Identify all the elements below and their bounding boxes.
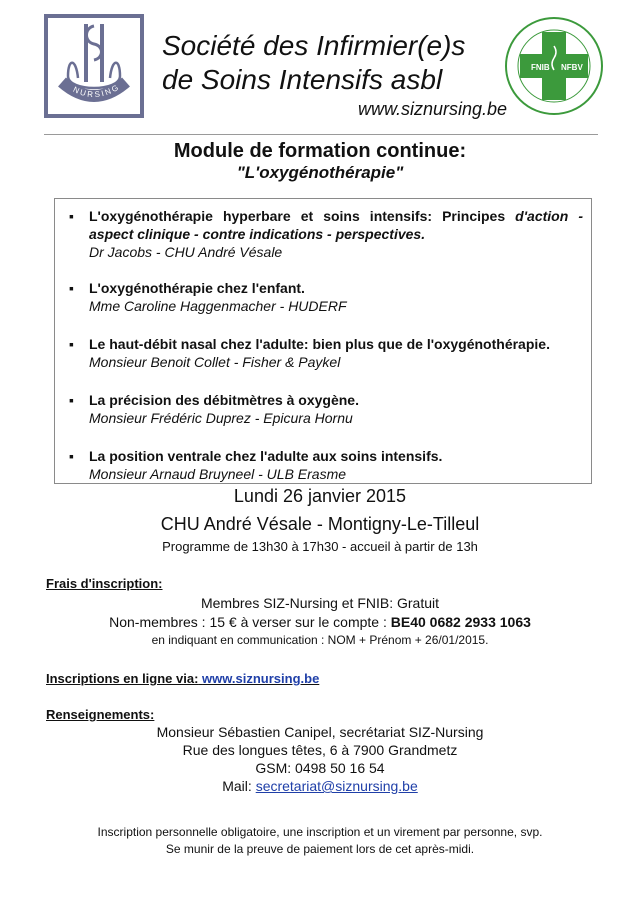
event-venue: CHU André Vésale - Montigny-Le-Tilleul [160, 514, 480, 534]
bullet-icon: ▪ [69, 208, 74, 224]
fee-communication: en indiquant en communication : NOM + Prénom + 26/01/2015. [151, 633, 489, 647]
event-date: Lundi 26 janvier 2015 [233, 486, 407, 506]
org-website[interactable]: www.siznursing.be [358, 99, 508, 119]
online-registration-link[interactable]: www.siznursing.be [202, 671, 320, 686]
program-item [69, 207, 583, 261]
fnib-nfbv-logo [504, 16, 604, 116]
siz-logo-icon [48, 18, 140, 114]
contact-mail-prefix: Mail: [222, 778, 256, 794]
fnib-cross-icon [504, 16, 604, 116]
fee-nonmembers [0, 614, 640, 630]
org-name-line-2: de Soins Intensifs asbl [162, 64, 443, 95]
program-item-title: Le haut-débit nasal chez l'adulte: bien plus que de l'oxygénothérapie. [89, 336, 550, 352]
fees-label: Frais d'inscription: [46, 576, 163, 591]
program-item-speaker: Monsieur Frédéric Duprez - Epicura Hornu [89, 410, 353, 426]
program-box [54, 198, 592, 484]
program-item-title-text: L'oxygénothérapie hyperbare et soins intensifs: Principes [89, 208, 516, 224]
program-item-speaker: Monsieur Benoit Collet - Fisher & Paykel [89, 354, 341, 370]
program-item-speaker: Dr Jacobs - CHU André Vésale [89, 244, 283, 260]
program-item [69, 279, 583, 315]
module-title: Module de formation continue: [173, 140, 467, 162]
program-item [69, 391, 583, 427]
bullet-icon: ▪ [69, 448, 74, 464]
program-item-speaker: Monsieur Arnaud Bruyneel - ULB Erasme [89, 466, 347, 482]
online-registration [46, 671, 319, 686]
program-item-title [69, 207, 583, 243]
bullet-icon: ▪ [69, 336, 74, 352]
module-subtitle: "L'oxygénothérapie" [236, 163, 404, 182]
program-item [69, 447, 583, 483]
logo-right-right: NFBV [561, 63, 583, 72]
contact-name: Monsieur Sébastien Canipel, secrétariat SIZ-Nursing [156, 724, 484, 740]
header-divider [44, 134, 598, 135]
contact-mail [0, 778, 640, 794]
fee-members: Membres SIZ-Nursing et FNIB: Gratuit [200, 595, 440, 611]
online-label: Inscriptions en ligne via: [46, 671, 199, 686]
logo-left-text: NURSING [71, 82, 122, 100]
bank-account: BE40 0682 2933 1063 [390, 614, 531, 630]
note-line-1: Inscription personnelle obligatoire, une inscription et un virement par personne, svp. [97, 825, 543, 839]
program-item-title: L'oxygénothérapie chez l'enfant. [89, 280, 305, 296]
contact-address: Rue des longues têtes, 6 à 7900 Grandmetz [182, 742, 458, 758]
program-item-speaker: Mme Caroline Haggenmacher - HUDERF [89, 298, 347, 314]
program-item [69, 335, 583, 371]
org-name-line-1: Société des Infirmier(e)s [162, 30, 466, 61]
siz-nursing-logo [44, 14, 144, 118]
contact-email-link[interactable]: secretariat@siznursing.be [255, 778, 418, 794]
program-item-title-italic: d'action - aspect clinique - contre indications - perspectives. [89, 208, 583, 242]
bullet-icon: ▪ [69, 280, 74, 296]
fee-nonmembers-text: Non-membres : 15 € à verser sur le compte : [109, 614, 391, 630]
program-item-title: La précision des débitmètres à oxygène. [89, 392, 359, 408]
event-schedule: Programme de 13h30 à 17h30 - accueil à partir de 13h [162, 539, 478, 554]
info-label: Renseignements: [46, 707, 155, 722]
note-line-2: Se munir de la preuve de paiement lors de cet après-midi. [165, 842, 475, 856]
logo-right-left: FNIB [531, 63, 550, 72]
contact-gsm: GSM: 0498 50 16 54 [255, 760, 385, 776]
bullet-icon: ▪ [69, 392, 74, 408]
program-item-title: La position ventrale chez l'adulte aux soins intensifs. [89, 448, 443, 464]
